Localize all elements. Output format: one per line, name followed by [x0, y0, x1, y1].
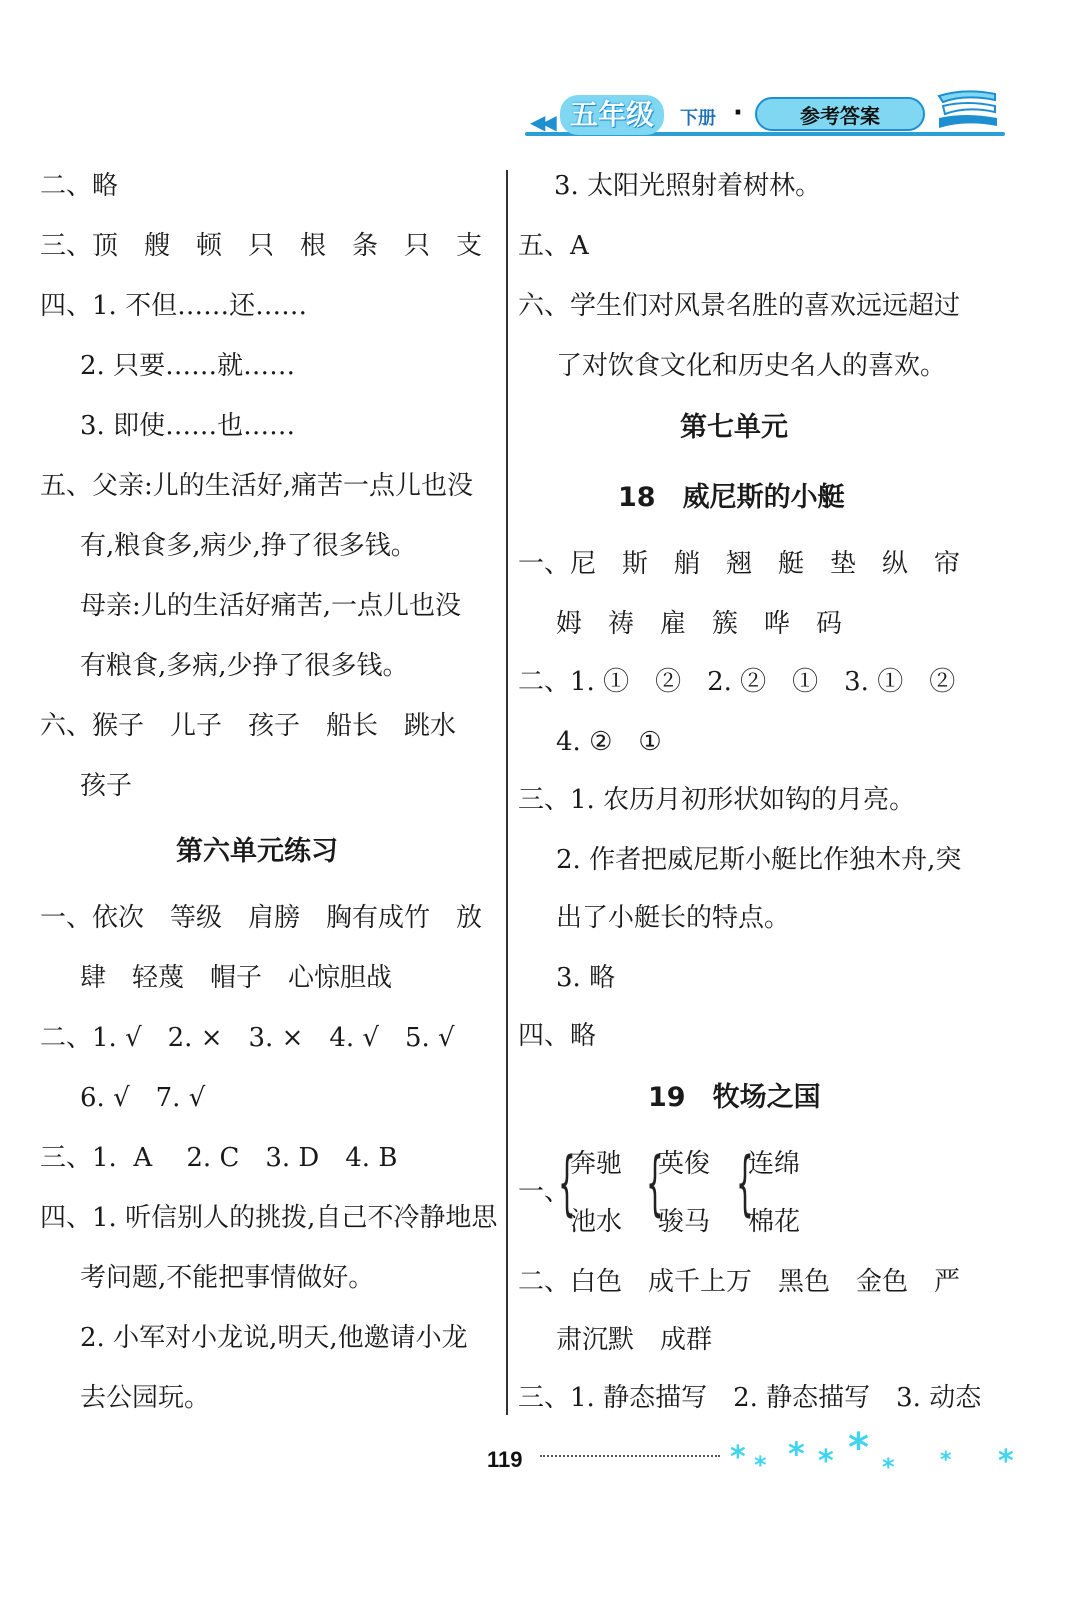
- section-heading: 第六单元练习: [176, 836, 338, 867]
- group-word: 英俊: [658, 1149, 711, 1179]
- answer-line: 六、学生们对风景名胜的喜欢远远超过: [518, 291, 961, 321]
- double-arrow-icon: ◀◀: [530, 110, 553, 134]
- svg-text:*: *: [940, 1448, 952, 1473]
- book-icon: [935, 88, 1000, 130]
- answer-line: 五、A: [518, 231, 589, 261]
- answer-line: 一、依次 等级 肩膀 胸有成竹 放: [40, 903, 483, 933]
- answer-line: 4. ② ①: [556, 727, 662, 757]
- answer-line: 考问题,不能把事情做好。: [80, 1263, 375, 1293]
- answer-line: 三、1. 农历月初形状如钩的月亮。: [518, 785, 916, 815]
- brace-icon: {: [736, 1142, 754, 1224]
- lesson-heading: 19 牧场之国: [648, 1082, 821, 1113]
- section-heading: 第七单元: [680, 412, 788, 443]
- answer-line: 姆 祷 雇 簇 哗 码: [556, 609, 843, 639]
- answer-line: 2. 只要……就……: [80, 351, 296, 381]
- volume-label: 下册: [680, 108, 716, 129]
- answer-line: 五、父亲:儿的生活好,痛苦一点儿也没: [40, 471, 474, 501]
- answer-line: 三、顶 艘 顿 只 根 条 只 支: [40, 231, 483, 261]
- answer-line: 肆 轻蔑 帽子 心惊胆战: [80, 963, 393, 993]
- answer-line: 6. √ 7. √: [80, 1083, 206, 1113]
- answer-line: 二、1. √ 2. × 3. × 4. √ 5. √: [40, 1023, 455, 1053]
- svg-text:*: *: [788, 1435, 805, 1473]
- answer-line: 三、1. A 2. C 3. D 4. B: [40, 1143, 398, 1173]
- answer-line: 3. 即使……也……: [80, 411, 296, 441]
- answer-line: 四、略: [518, 1021, 597, 1051]
- lesson-heading: 18 威尼斯的小艇: [618, 482, 845, 513]
- footer-dotted-rule: [540, 1455, 720, 1457]
- brace-icon: {: [558, 1142, 576, 1224]
- svg-text:*: *: [882, 1453, 895, 1481]
- svg-text:*: *: [754, 1451, 767, 1479]
- answer-line: 四、1. 听信别人的挑拨,自己不冷静地思: [40, 1203, 498, 1233]
- group-word: 棉花: [748, 1207, 801, 1237]
- group-word: 池水: [570, 1207, 623, 1237]
- header-separator: ·: [733, 98, 743, 128]
- svg-text:*: *: [730, 1440, 746, 1475]
- answer-line: 肃沉默 成群: [556, 1325, 713, 1355]
- answer-line: 二、略: [40, 171, 119, 201]
- svg-text:*: *: [818, 1444, 834, 1479]
- answer-line: 二、1. ① ② 2. ② ① 3. ① ②: [518, 667, 956, 697]
- answer-line: 了对饮食文化和历史名人的喜欢。: [556, 351, 947, 381]
- answer-line: 六、猴子 儿子 孩子 船长 跳水: [40, 711, 457, 741]
- answer-tag: 参考答案: [755, 97, 925, 131]
- answer-line: 去公园玩。: [80, 1383, 211, 1413]
- decorative-stars-icon: [730, 1425, 1060, 1485]
- answer-line: 有粮食,多病,少挣了很多钱。: [80, 651, 409, 681]
- answer-line: 有,粮食多,病少,挣了很多钱。: [80, 531, 417, 561]
- answer-line: 四、1. 不但……还……: [40, 291, 308, 321]
- answer-line: 二、白色 成千上万 黑色 金色 严: [518, 1267, 961, 1297]
- answer-line: 孩子: [80, 771, 133, 801]
- answer-line: 3. 太阳光照射着树林。: [554, 171, 822, 201]
- group-word: 连绵: [748, 1149, 801, 1179]
- column-divider: [506, 170, 508, 1415]
- answer-line: 3. 略: [556, 963, 616, 993]
- group-prefix: 一、: [518, 1177, 571, 1207]
- group-word: 骏马: [658, 1207, 711, 1237]
- answer-line: 出了小艇长的特点。: [556, 903, 791, 933]
- group-word: 奔驰: [570, 1149, 623, 1179]
- answer-line: 2. 小军对小龙说,明天,他邀请小龙: [80, 1323, 468, 1353]
- page-number: 119: [487, 1447, 523, 1472]
- answer-line: 一、尼 斯 艄 翘 艇 垫 纵 帘: [518, 549, 961, 579]
- answer-line: 母亲:儿的生活好痛苦,一点儿也没: [80, 591, 462, 621]
- brace-icon: {: [646, 1142, 664, 1224]
- svg-text:*: *: [998, 1444, 1014, 1479]
- grade-badge: 五年级: [560, 95, 664, 135]
- answer-line: 三、1. 静态描写 2. 静态描写 3. 动态: [518, 1383, 982, 1413]
- answer-line: 2. 作者把威尼斯小艇比作独木舟,突: [556, 845, 962, 875]
- svg-text:*: *: [848, 1425, 869, 1471]
